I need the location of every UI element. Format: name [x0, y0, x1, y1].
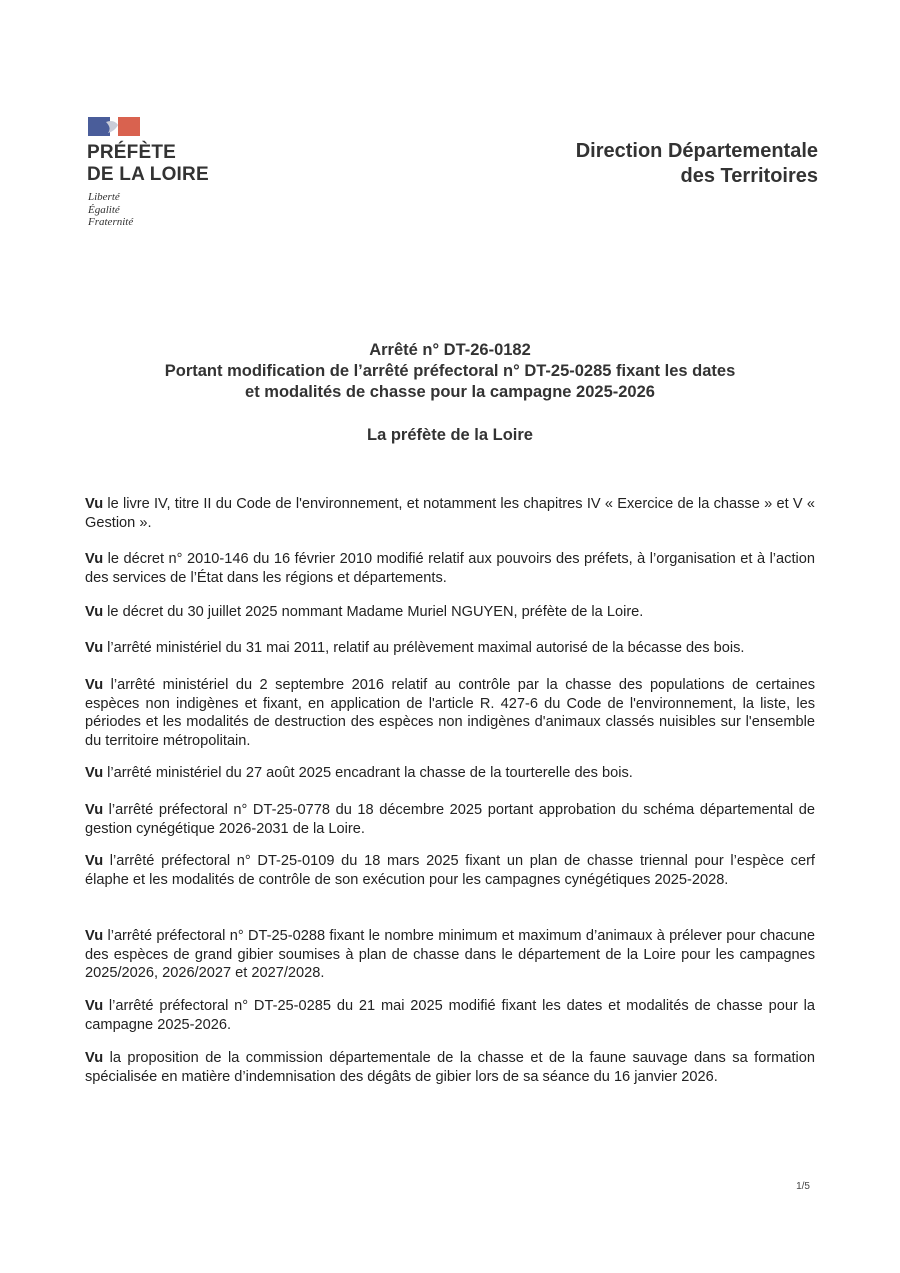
vu-label: Vu — [85, 551, 104, 567]
title-line3: et modalités de chasse pour la campagne 2025-2026 — [245, 383, 655, 401]
vu-paragraph — [85, 852, 815, 889]
direction-line1: Direction Départementale — [575, 140, 818, 162]
vu-label: Vu — [85, 677, 104, 693]
vu-paragraph — [85, 550, 815, 587]
vu-paragraph — [85, 764, 815, 783]
paragraph-text: le décret du 30 juillet 2025 nommant Madame Muriel NGUYEN, préfète de la Loire. — [103, 604, 644, 620]
vu-label: Vu — [85, 853, 104, 869]
vu-label: Vu — [85, 1050, 104, 1066]
org-line2: DE LA LOIRE — [87, 164, 209, 185]
direction-line2: des Territoires — [680, 165, 818, 187]
paragraph-text: l’arrêté préfectoral n° DT-25-0778 du 18 décembre 2025 portant approbation du schéma départemental de gestion cynégétique 2026-2031 de la Loire. — [85, 802, 815, 837]
paragraph-text: l’arrêté préfectoral n° DT-25-0109 du 18 mars 2025 fixant un plan de chasse triennal pour l’espèce cerf élaphe et les modalités de contrôle de son exécution pour les campagnes cynégétiques 2025-2028. — [85, 853, 815, 888]
motto-liberte: Liberté — [88, 191, 120, 203]
title-line2: Portant modification de l’arrêté préfectoral n° DT-25-0285 fixant les dates — [164, 362, 736, 380]
vu-label: Vu — [85, 802, 104, 818]
prefecture-name — [87, 142, 209, 186]
vu-paragraph — [85, 801, 815, 838]
vu-label: Vu — [85, 640, 104, 656]
paragraph-text: l’arrêté préfectoral n° DT-25-0288 fixant le nombre minimum et maximum d’animaux à prélever pour chacune des espèces de grand gibier soumises à plan de chasse dans le département de la Loire pour les campagnes 2025/2026, 2026/2027 et 2027/2028. — [85, 928, 815, 981]
vu-label: Vu — [85, 928, 104, 944]
paragraph-text: le livre IV, titre II du Code de l'environnement, et notamment les chapitres IV « Exercice de la chasse » et V « Gestion ». — [85, 496, 815, 531]
paragraph-text: l’arrêté préfectoral n° DT-25-0285 du 21 mai 2025 modifié fixant les dates et modalités de chasse pour la campagne 2025-2026. — [85, 998, 815, 1033]
vu-paragraph — [85, 603, 815, 622]
vu-label: Vu — [85, 998, 104, 1014]
document-title — [0, 340, 900, 403]
vu-paragraph — [85, 927, 815, 983]
motto-fraternite: Fraternité — [88, 216, 134, 228]
paragraph-text: la proposition de la commission départementale de la chasse et de la faune sauvage dans sa formation spécialisée en matière d’indemnisation des dégâts de gibier lors de sa séance du 16 janvier 2026. — [85, 1050, 815, 1085]
marianne-logo — [88, 117, 140, 136]
republic-motto — [88, 191, 133, 229]
org-line1: PRÉFÈTE — [87, 142, 177, 163]
vu-paragraph — [85, 676, 815, 750]
vu-paragraph — [85, 1049, 815, 1086]
decree-number: Arrêté n° DT-26-0182 — [369, 341, 531, 359]
vu-label: Vu — [85, 604, 104, 620]
paragraph-text: le décret n° 2010-146 du 16 février 2010 modifié relatif aux pouvoirs des préfets, à l’organisation et à l’action des services de l’État dans les régions et départements. — [85, 551, 815, 586]
direction-name — [576, 139, 818, 189]
paragraph-text: l’arrêté ministériel du 31 mai 2011, relatif au prélèvement maximal autorisé de la bécasse des bois. — [103, 640, 745, 656]
vu-label: Vu — [85, 765, 104, 781]
motto-egalite: Égalité — [88, 203, 120, 216]
vu-label: Vu — [85, 496, 104, 512]
vu-paragraph — [85, 639, 815, 658]
paragraph-text: l’arrêté ministériel du 27 août 2025 encadrant la chasse de la tourterelle des bois. — [103, 765, 633, 781]
vu-paragraph — [85, 495, 815, 532]
vu-paragraph — [85, 997, 815, 1034]
paragraph-text: l’arrêté ministériel du 2 septembre 2016 relatif au contrôle par la chasse des populations de certaines espèces non indigènes et fixant, en application de l'article R. 427-6 du Code de l'environnement, la liste, les périodes et les modalités de destruction des espèces non indigènes d'animaux classés nuisibles sur l'ensemble du territoire métropolitain. — [85, 677, 815, 749]
authority-heading: La préfète de la Loire — [367, 426, 533, 444]
page-number: 1/5 — [796, 1181, 810, 1192]
